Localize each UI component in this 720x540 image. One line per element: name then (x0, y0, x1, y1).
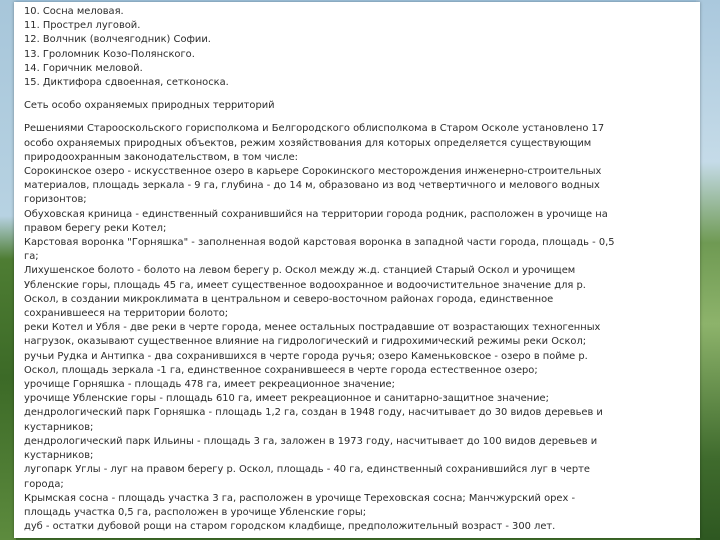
paragraph-line: Обуховская криница - единственный сохранившийся на территории города родник, расположен в урочище на (24, 208, 608, 220)
paragraph-line: дуб - остатки дубовой рощи на старом городском кладбище, предположительный возраст - 300 лет. (24, 521, 556, 533)
paragraph-line: горизонтов; (24, 194, 87, 206)
list-item: 11. Прострел луговой. (24, 20, 141, 32)
paragraph-line: лугопарк Углы - луг на правом берегу р. Оскол, площадь - 40 га, единственный сохранившийся луг в черте (24, 464, 590, 476)
paragraph-line: особо охраняемых природных объектов, режим хозяйствования для которых определяется существующим (24, 137, 592, 149)
paragraph-line: реки Котел и Убля - две реки в черте города, менее остальных пострадавшие от возрастающих техногенных (24, 322, 601, 334)
list-item: 14. Горичник меловой. (24, 62, 143, 74)
paragraph-line: Оскол, в создании микроклимата в центральном и северо-восточном районах города, единственное (24, 293, 554, 305)
paragraph-line: материалов, площадь зеркала - 9 га, глубина - до 14 м, образовано из вод четвертичного и мелового водных (24, 180, 600, 192)
paragraph-line: кустарников; (24, 450, 94, 462)
paragraph-line: Карстовая воронка "Горняшка" - заполненная водой карстовая воронка в западной части города, площадь - 0,5 (24, 237, 615, 249)
document-content (14, 2, 700, 534)
body-paragraph (24, 122, 690, 534)
paragraph-line: дендрологический парк Ильины - площадь 3 га, заложен в 1973 году, насчитывает до 100 видов деревьев и (24, 435, 598, 447)
species-list (24, 5, 690, 90)
section-title: Сеть особо охраняемых природных территорий (24, 100, 275, 112)
paragraph-line: кустарников; (24, 421, 94, 433)
paragraph-line: природоохранным законодательством, в том числе: (24, 151, 298, 163)
paragraph-line: города; (24, 478, 64, 490)
paragraph-line: ручьи Рудка и Антипка - два сохранившихся в черте города ручья; озеро Каменьковское - озеро в пойме р. (24, 350, 588, 362)
paragraph-line: нагрузок, оказывают существенное влияние на гидрологический и гидрохимический режимы реки Оскол; (24, 336, 587, 348)
paragraph-line: Оскол, площадь зеркала -1 га, единственное сохранившееся в черте города естественное озеро; (24, 364, 538, 376)
spacer (24, 113, 690, 122)
paragraph-line: площадь участка 0,5 га, расположен в урочище Убленские горы; (24, 506, 367, 518)
document-page (14, 2, 700, 538)
paragraph-line: Решениями Старооскольского горисполкома и Белгородского облисполкома в Старом Осколе установлено 17 (24, 123, 605, 135)
list-item: 13. Гроломник Козо-Полянского. (24, 48, 195, 60)
paragraph-line: Крымская сосна - площадь участка 3 га, расположен в урочище Тереховская сосна; Манчжурский орех - (24, 492, 576, 504)
list-item: 12. Волчник (волчеягодник) Софии. (24, 34, 211, 46)
list-item: 15. Диктифора сдвоенная, сетконоска. (24, 77, 229, 89)
paragraph-line: Сорокинское озеро - искусственное озеро в карьере Сорокинского месторождения инженерно-строительных (24, 166, 602, 178)
spacer (24, 90, 690, 99)
paragraph-line: урочище Горняшка - площадь 478 га, имеет рекреационное значение; (24, 379, 395, 391)
paragraph-line: Лихушенское болото - болото на левом берегу р. Оскол между ж.д. станцией Старый Оскол и урочищем (24, 265, 576, 277)
paragraph-line: урочище Убленские горы - площадь 610 га, имеет рекреационное и санитарно-защитное значение; (24, 393, 549, 405)
paragraph-line: дендрологический парк Горняшка - площадь 1,2 га, создан в 1948 году, насчитывает до 30 видов деревьев и (24, 407, 603, 419)
paragraph-line: га; (24, 251, 39, 263)
paragraph-line: сохранившееся на территории болото; (24, 308, 229, 320)
paragraph-line: Убленские горы, площадь 45 га, имеет существенное водоохранное и водоочистительное значение для р. (24, 279, 586, 291)
list-item: 10. Сосна меловая. (24, 6, 124, 17)
paragraph-line: правом берегу реки Котел; (24, 222, 167, 234)
